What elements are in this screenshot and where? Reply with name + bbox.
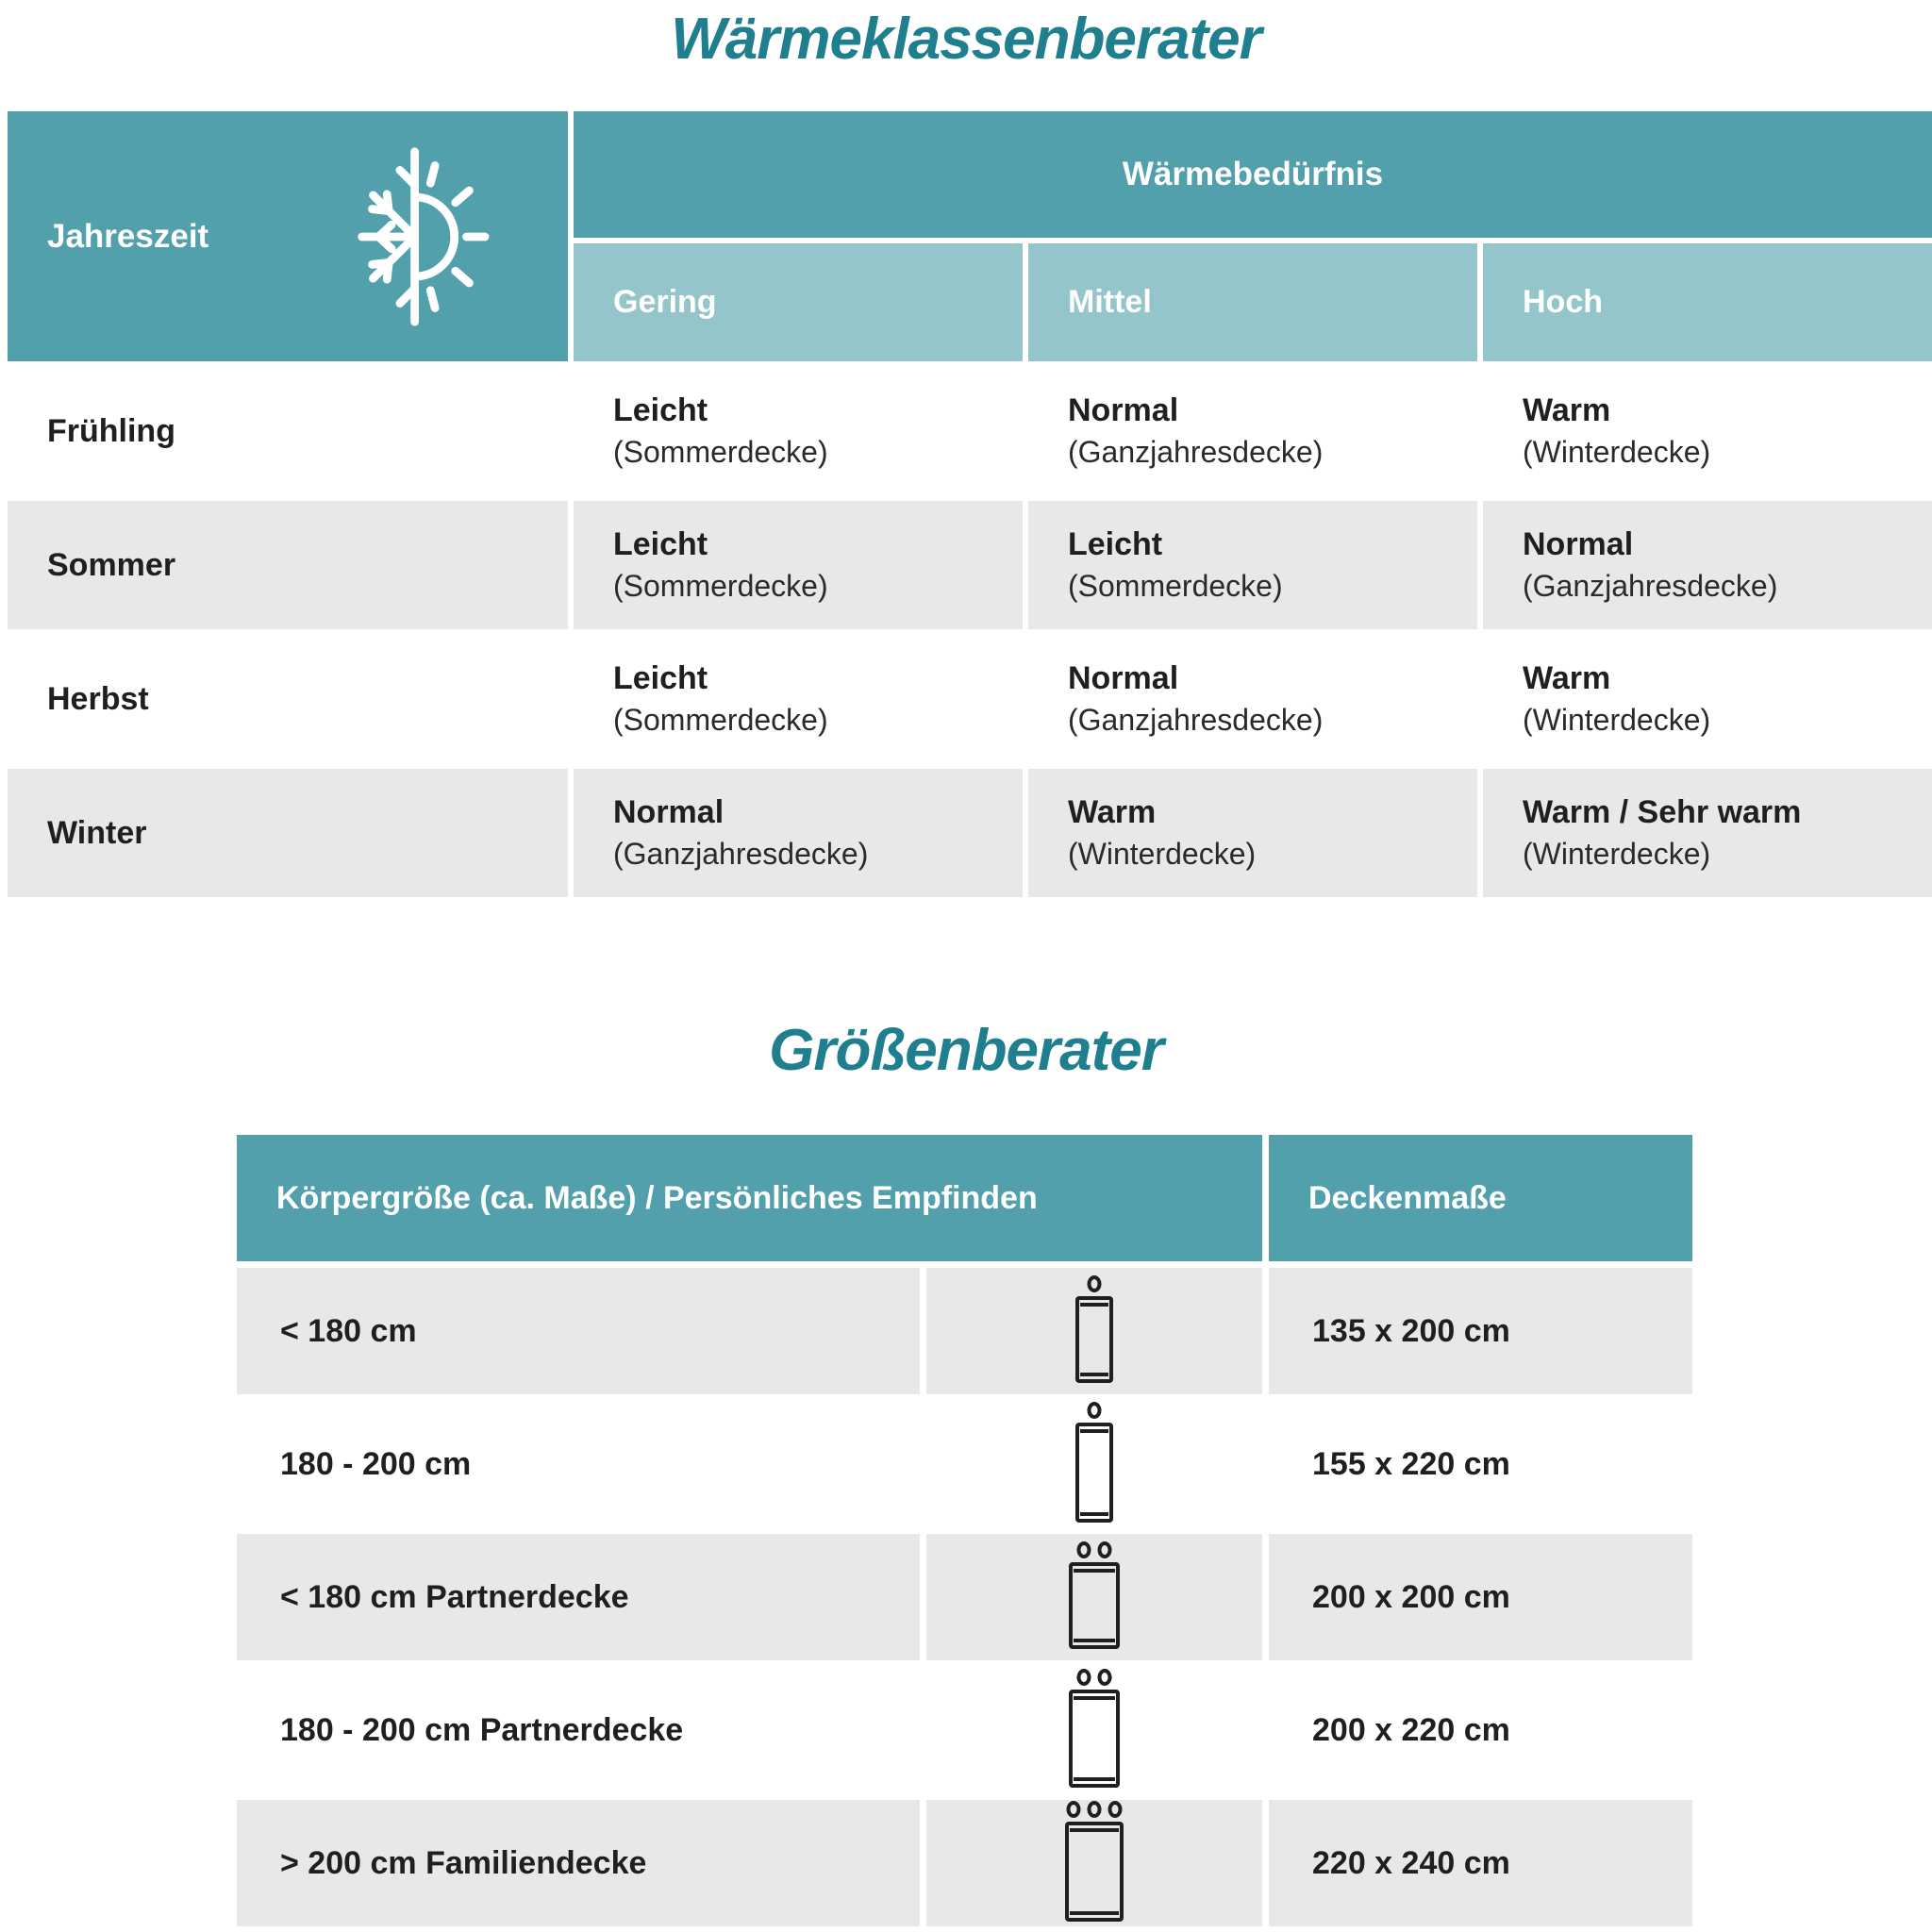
warmth-level: Leicht [613,392,708,429]
warmth-level: Leicht [613,660,708,697]
blanket-size-cell: 135 x 200 cm [1269,1268,1692,1394]
warmth-cell [1483,501,1932,629]
warmth-level: Leicht [1068,526,1163,563]
warmth-cell [1028,769,1477,897]
season-cell-winter: Winter [8,769,568,897]
blanket-size-cell: 200 x 220 cm [1312,1711,1510,1748]
warmth-cell [1483,769,1932,897]
snowflake-sun-icon [341,144,497,329]
season-cell-fruehling: Frühling [47,412,175,449]
warmth-table-title: Wärmeklassenberater [671,7,1261,72]
warmth-cell [1483,635,1932,763]
warmth-level: Normal [1068,660,1179,697]
blanket-type: (Ganzjahresdecke) [1068,435,1324,470]
warmth-cell [1028,635,1477,763]
warmth-cell [1483,367,1932,495]
warmth-class-table [8,111,1932,897]
blanket-size-header: Deckenmaße [1269,1135,1692,1261]
warmth-cell [574,367,1023,495]
warmth-cell [574,635,1023,763]
body-height-cell: 180 - 200 cm Partnerdecke [280,1711,684,1748]
blanket-type: (Winterdecke) [1068,837,1257,872]
warmth-level: Warm / Sehr warm [1523,794,1802,831]
size-table-title: Größenberater [769,1018,1163,1083]
blanket-size-cell: 200 x 200 cm [1269,1534,1692,1660]
warmth-level: Normal [1068,392,1179,429]
warmth-level: Warm [1068,794,1157,831]
column-header-mittel: Mittel [1028,243,1477,361]
blanket-double-short-icon [926,1534,1262,1660]
blanket-type: (Ganzjahresdecke) [1523,569,1778,604]
blanket-size-cell: 155 x 220 cm [1312,1445,1510,1482]
blanket-type: (Ganzjahresdecke) [613,837,869,872]
body-height-cell: 180 - 200 cm [280,1445,472,1482]
warmth-level: Warm [1523,392,1611,429]
warmth-need-group-header: Wärmebedürfnis [574,111,1932,238]
warmth-level: Normal [1523,526,1634,563]
body-height-cell: < 180 cm Partnerdecke [237,1534,920,1660]
warmth-level: Warm [1523,660,1611,697]
warmth-level: Leicht [613,526,708,563]
season-cell-sommer: Sommer [8,501,568,629]
blanket-double-tall-icon [926,1667,1262,1793]
blanket-type: (Sommerdecke) [613,435,828,470]
blanket-type: (Winterdecke) [1523,435,1711,470]
season-cell-herbst: Herbst [47,680,149,717]
blanket-type: (Sommerdecke) [613,703,828,738]
column-header-hoch: Hoch [1483,243,1932,361]
blanket-single-short-icon [926,1268,1262,1394]
body-height-header: Körpergröße (ca. Maße) / Persönliches Empfinden [237,1135,1262,1261]
season-column-header-label: Jahreszeit [47,217,209,255]
blanket-type: (Winterdecke) [1523,703,1711,738]
blanket-type: (Winterdecke) [1523,837,1711,872]
warmth-cell [574,501,1023,629]
blanket-family-icon [926,1800,1262,1926]
body-height-cell: < 180 cm [237,1268,920,1394]
warmth-cell [574,769,1023,897]
blanket-type: (Sommerdecke) [613,569,828,604]
warmth-cell [1028,367,1477,495]
column-header-gering: Gering [574,243,1023,361]
size-advisor-table [237,1135,1694,1926]
blanket-type: (Ganzjahresdecke) [1068,703,1324,738]
blanket-single-tall-icon [926,1401,1262,1527]
body-height-cell: > 200 cm Familiendecke [237,1800,920,1926]
blanket-type: (Sommerdecke) [1068,569,1283,604]
season-column-header-cell [8,111,568,361]
blanket-size-cell: 220 x 240 cm [1269,1800,1692,1926]
warmth-level: Normal [613,794,724,831]
warmth-cell [1028,501,1477,629]
